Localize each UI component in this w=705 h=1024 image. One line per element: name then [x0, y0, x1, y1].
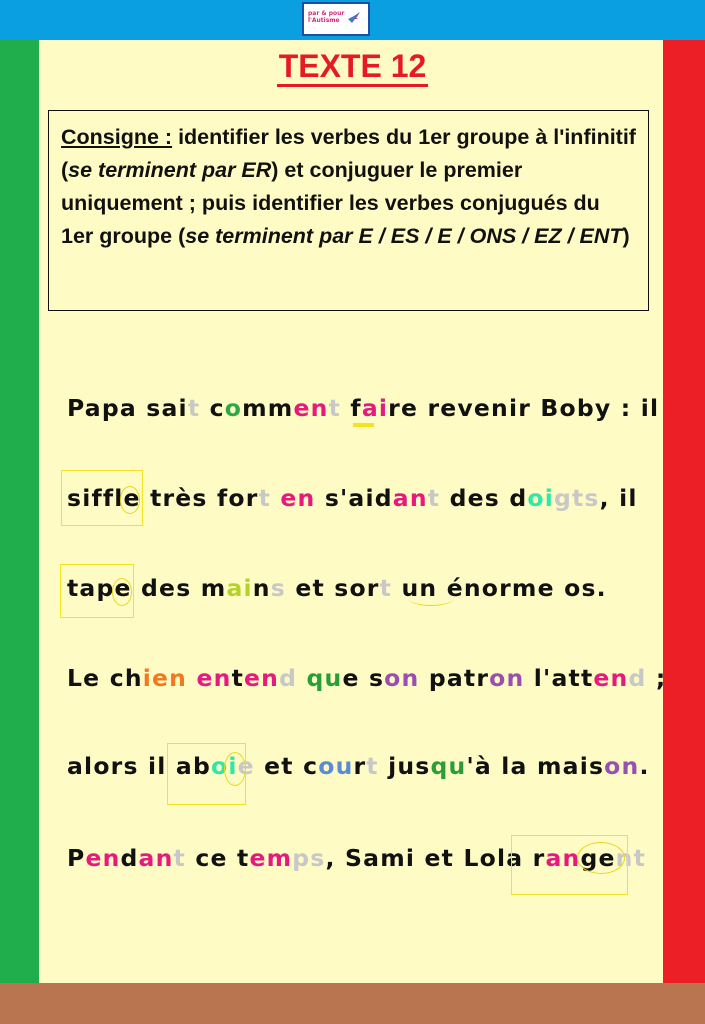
- text-segment: re revenir Boby : il: [388, 394, 660, 422]
- text-segment: très for: [140, 484, 259, 512]
- text-line-3: [67, 574, 607, 602]
- text-segment: t: [258, 484, 271, 512]
- page-title: [0, 48, 705, 85]
- text-segment: t: [379, 574, 393, 602]
- text-segment: patr: [419, 664, 490, 692]
- left-green-band: [0, 40, 39, 983]
- title-text: TEXTE 12: [277, 48, 429, 87]
- text-segment: P: [67, 844, 86, 872]
- text-segment: d: [120, 844, 139, 872]
- text-segment: ge: [580, 844, 616, 872]
- text-segment: c: [200, 394, 225, 422]
- text-segment: an: [138, 844, 174, 872]
- text-segment: en: [85, 844, 121, 872]
- text-segment: on: [489, 664, 525, 692]
- text-segment: an: [392, 484, 428, 512]
- text-segment: ps: [292, 844, 326, 872]
- text-segment: ai: [361, 394, 389, 422]
- text-segment: , Sami et Lola r: [325, 844, 546, 872]
- liaison-arc: [408, 590, 454, 606]
- text-line-1: [67, 394, 659, 422]
- ending-oval-siffle: [120, 486, 140, 514]
- text-segment: oi: [211, 752, 238, 780]
- text-segment: nt: [615, 844, 647, 872]
- text-segment: jus: [378, 752, 431, 780]
- instruction-part-3: ) et conjuguer le premier uniquement ; puis identifier les verbes conjugués du 1er groupe (: [61, 158, 600, 248]
- ending-oval-rangent: [577, 842, 625, 874]
- instruction-box: [48, 110, 649, 311]
- text-line-2: [67, 484, 638, 512]
- text-segment: t: [366, 752, 379, 780]
- text-segment: ou: [318, 752, 354, 780]
- text-segment: et c: [254, 752, 319, 780]
- text-segment: f: [341, 394, 362, 422]
- hummingbird-icon: [346, 10, 362, 26]
- text-segment: 'à la mais: [466, 752, 605, 780]
- text-segment: on: [604, 752, 640, 780]
- text-segment: on: [384, 664, 420, 692]
- text-segment: tape: [67, 574, 132, 602]
- text-segment: e: [237, 752, 255, 780]
- text-segment: Papa sai: [67, 394, 188, 422]
- text-segment: t: [328, 394, 342, 422]
- text-segment: alors il ab: [67, 752, 211, 780]
- text-segment: gts: [553, 484, 600, 512]
- text-segment: .: [639, 752, 650, 780]
- text-segment: em: [249, 844, 293, 872]
- text-segment: mm: [242, 394, 294, 422]
- text-segment: [297, 664, 306, 692]
- text-segment: ;: [646, 664, 667, 692]
- text-line-5: [67, 752, 650, 780]
- ending-oval-aboie: [224, 752, 246, 786]
- instruction-label: Consigne :: [61, 125, 173, 149]
- ending-oval-tape: [112, 578, 132, 606]
- text-segment: ien: [142, 664, 188, 692]
- text-segment: en: [280, 484, 316, 512]
- text-segment: n: [252, 574, 271, 602]
- text-segment: en: [196, 664, 232, 692]
- text-segment: l'att: [524, 664, 594, 692]
- text-segment: oi: [527, 484, 554, 512]
- text-segment: r: [353, 752, 367, 780]
- text-segment: d: [628, 664, 647, 692]
- text-segment: un: [401, 574, 438, 602]
- highlight-ai-mark: [353, 423, 374, 427]
- text-segment: e s: [342, 664, 385, 692]
- text-segment: en: [293, 394, 329, 422]
- text-segment: en: [593, 664, 629, 692]
- logo-text: par & pour l'Autisme: [308, 10, 345, 24]
- instruction-part-5: ): [622, 224, 630, 248]
- text-segment: s'aid: [315, 484, 393, 512]
- text-segment: an: [545, 844, 581, 872]
- text-segment: en: [244, 664, 280, 692]
- text-segment: et sor: [285, 574, 380, 602]
- text-segment: , il: [599, 484, 638, 512]
- text-line-4: [67, 664, 666, 692]
- text-segment: des d: [440, 484, 528, 512]
- text-segment: siffle: [67, 484, 141, 512]
- instruction-part-1: identifier les verbes du 1er groupe à l'infinitif (: [61, 125, 636, 182]
- bottom-brown-bar: [0, 983, 705, 1024]
- text-segment: d: [279, 664, 298, 692]
- text-segment: des m: [131, 574, 227, 602]
- instruction-part-2: se terminent par ER: [68, 158, 272, 182]
- text-segment: o: [224, 394, 243, 422]
- text-segment: ai: [226, 574, 253, 602]
- text-segment: Le ch: [67, 664, 143, 692]
- text-segment: [271, 484, 280, 512]
- text-segment: énorme os.: [437, 574, 607, 602]
- text-segment: t: [187, 394, 201, 422]
- right-red-band: [663, 40, 705, 983]
- text-segment: qu: [306, 664, 343, 692]
- text-segment: t: [231, 664, 244, 692]
- text-segment: t: [173, 844, 186, 872]
- instruction-part-4: se terminent par E / ES / E / ONS / EZ / ENT: [185, 224, 623, 248]
- text-segment: ce t: [185, 844, 250, 872]
- logo: [302, 2, 370, 36]
- text-segment: s: [270, 574, 286, 602]
- text-segment: qu: [430, 752, 467, 780]
- text-segment: t: [427, 484, 441, 512]
